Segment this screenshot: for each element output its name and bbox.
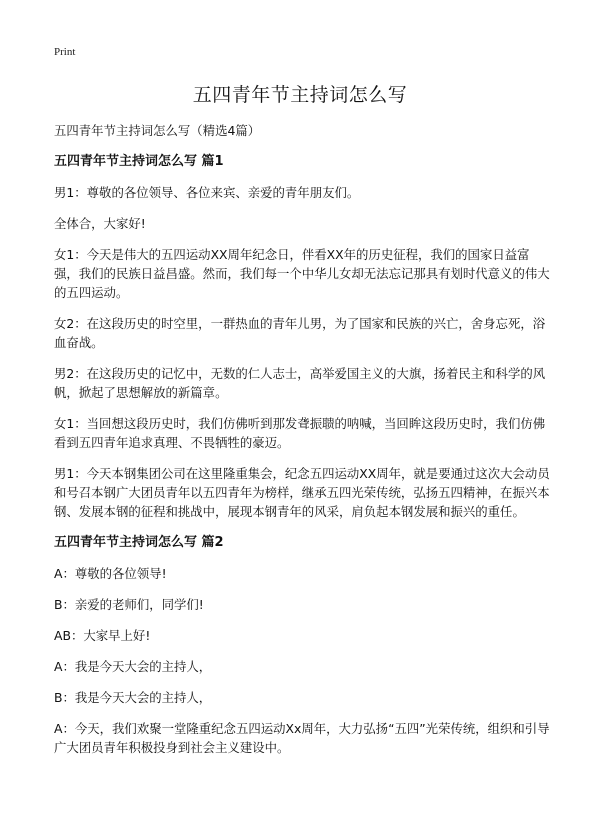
- subtitle: 五四青年节主持词怎么写（精选4篇）: [54, 123, 261, 138]
- paragraph: 全体合，大家好!: [54, 216, 146, 231]
- paragraph: A：我是今天大会的主持人，: [54, 659, 212, 674]
- paragraph: A：今天，我们欢聚一堂隆重纪念五四运动Xx周年，大力弘扬“五四”光荣传统，组织和引导广大团员青年积极投身到社会主义建设中。: [54, 721, 550, 755]
- paragraph: 女2：在这段历史的时空里，一群热血的青年儿男，为了国家和民族的兴亡，舍身忘死，浴血奋战。: [54, 316, 546, 350]
- paragraph: 男1：今天本钢集团公司在这里隆重集会，纪念五四运动XX周年，就是要通过这次大会动员和号召本钢广大团员青年以五四青年为榜样，继承五四光荣传统，弘扬五四精神，在振兴本钢、发展本钢的征程和挑战中，展现本钢青年的风采，肩负起本钢发展和振兴的重任。: [54, 466, 550, 519]
- paragraph: 女1：当回想这段历史时，我们仿佛听到那发聋振聩的呐喊，当回眸这段历史时，我们仿佛看到五四青年追求真理、不畏牺牲的豪迈。: [54, 416, 546, 450]
- paragraph: AB：大家早上好!: [54, 628, 151, 643]
- document-body: [54, 121, 554, 769]
- section-heading-2: 五四青年节主持词怎么写 篇2: [54, 535, 224, 550]
- page-title: 五四青年节主持词怎么写: [192, 84, 408, 106]
- paragraph: B：我是今天大会的主持人，: [54, 690, 212, 705]
- paragraph: B：亲爱的老师们，同学们!: [54, 597, 204, 612]
- section-heading-1: 五四青年节主持词怎么写 篇1: [54, 154, 224, 169]
- paragraph: 男2：在这段历史的记忆中，无数的仁人志士，高举爱国主义的大旗，扬着民主和科学的风帆，掀起了思想解放的新篇章。: [54, 366, 546, 400]
- paragraph: A：尊敬的各位领导!: [54, 566, 167, 581]
- paragraph: 女1：今天是伟大的五四运动XX周年纪念日，伴看XX年的历史征程，我们的国家日益富强，我们的民族日益昌盛。然而，我们每一个中华儿女却无法忘记那具有划时代意义的伟大的五四运动。: [54, 247, 550, 300]
- paragraph: 男1：尊敬的各位领导、各位来宾、亲爱的青年朋友们。: [54, 185, 360, 200]
- print-link[interactable]: Print: [54, 46, 76, 58]
